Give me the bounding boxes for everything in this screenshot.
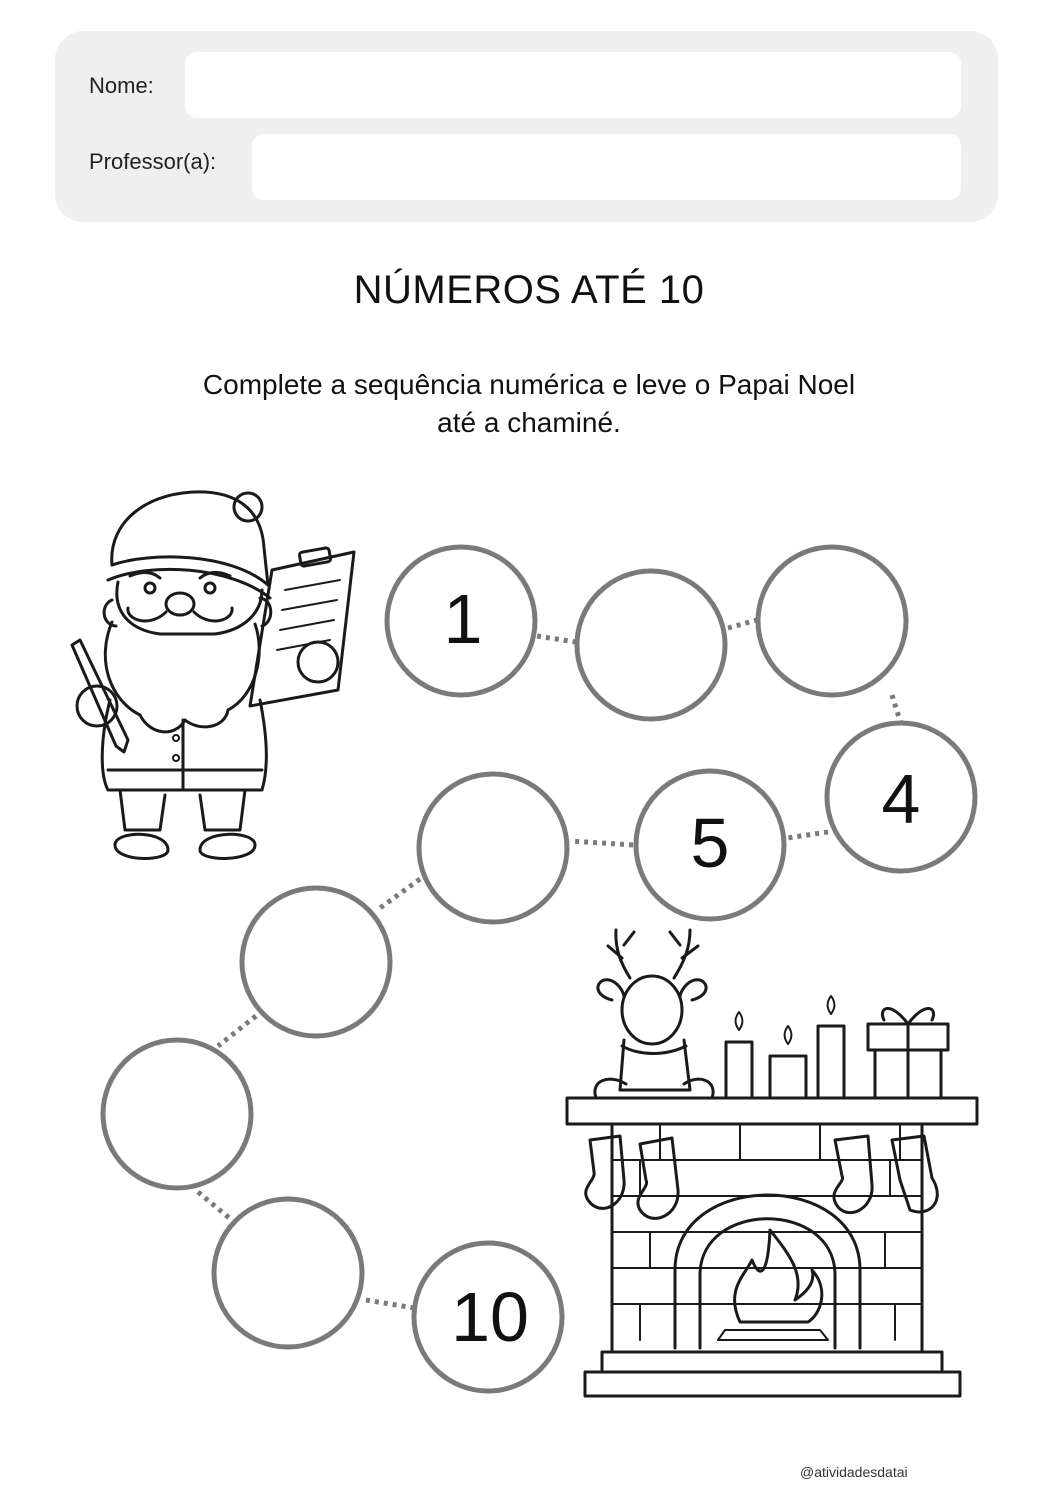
sequence-node[interactable] bbox=[214, 1199, 362, 1347]
name-label: Nome: bbox=[89, 73, 154, 98]
instructions-line-2: até a chaminé. bbox=[437, 407, 621, 438]
sequence-node[interactable] bbox=[827, 723, 975, 871]
instructions-line-1: Complete a sequência numérica e leve o Papai Noel bbox=[202, 369, 856, 400]
sequence-node[interactable] bbox=[419, 774, 567, 922]
sequence-node[interactable] bbox=[414, 1243, 562, 1391]
sequence-node[interactable] bbox=[577, 571, 725, 719]
fireplace-icon bbox=[567, 930, 977, 1396]
node-number: 4 bbox=[881, 760, 921, 838]
sequence-node[interactable] bbox=[103, 1040, 251, 1188]
santa-claus-icon bbox=[72, 492, 354, 859]
node-number: 10 bbox=[451, 1278, 529, 1356]
credit-handle: @atividadesdatai bbox=[800, 1464, 908, 1480]
sequence-node[interactable] bbox=[242, 888, 390, 1036]
node-number: 5 bbox=[690, 804, 730, 882]
page-title: NÚMEROS ATÉ 10 bbox=[353, 268, 705, 312]
node-number: 1 bbox=[443, 580, 483, 658]
sequence-node[interactable] bbox=[387, 547, 535, 695]
sequence-node[interactable] bbox=[758, 547, 906, 695]
teacher-label: Professor(a): bbox=[89, 149, 217, 174]
sequence-node[interactable] bbox=[636, 771, 784, 919]
